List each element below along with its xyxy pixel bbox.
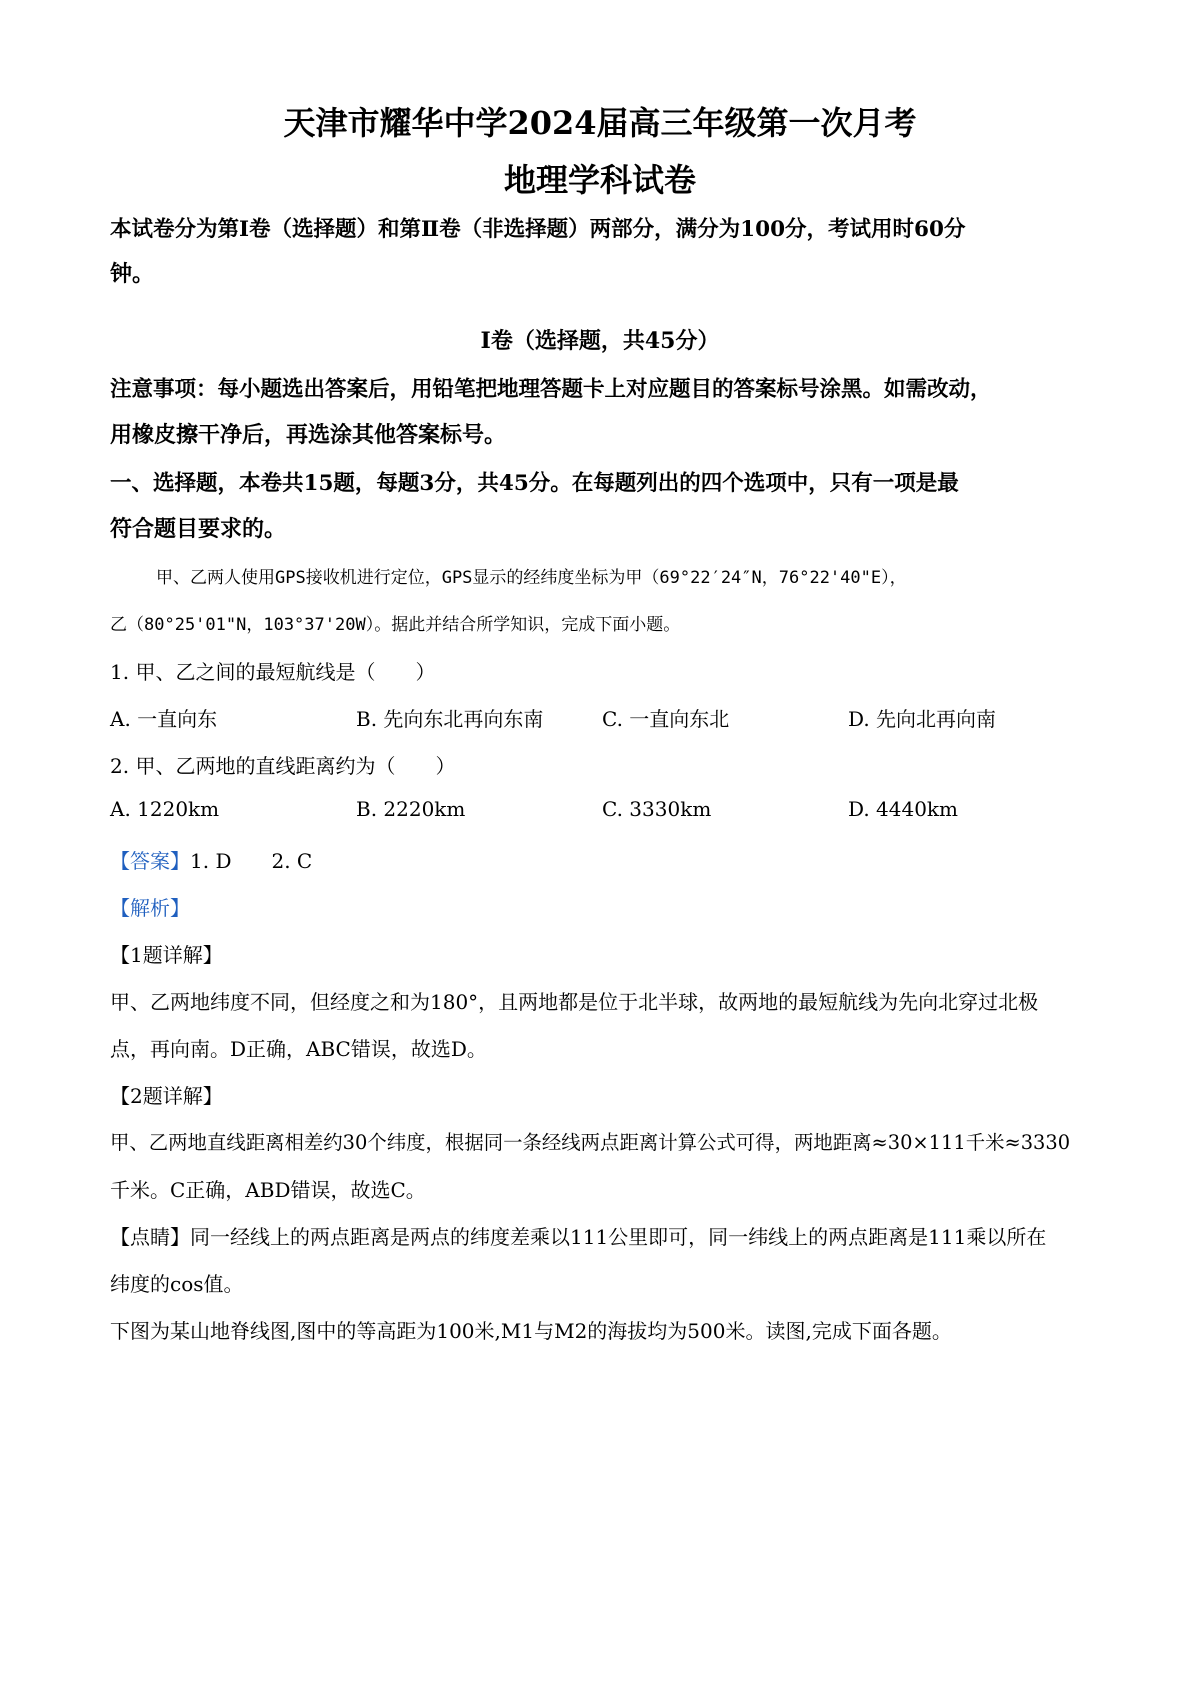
section-heading: Ⅰ卷（选择题，共45分） (480, 328, 720, 354)
intro-line-1: 本试卷分为第Ⅰ卷（选择题）和第Ⅱ卷（非选择题）两部分，满分为100分，考试用时60分 (110, 217, 966, 242)
material-1-line-1: 甲、乙两人使用GPS接收机进行定位，GPS显示的经纬度坐标为甲（69°22′24″N，76°22'40"E）， (156, 568, 907, 588)
intro-line-2: 钟。 (110, 261, 155, 287)
answer-tag: 【答案】 (110, 849, 190, 873)
page-subtitle: 地理学科试卷 (503, 161, 696, 199)
tip-text-1: 同一经线上的两点距离是两点的纬度差乘以111公里即可，同一纬线上的两点距离是111乘以所在 (190, 1225, 1047, 1249)
q2-detail-tag: 【2题详解】 (110, 1084, 223, 1108)
page-title: 天津市耀华中学2024届高三年级第一次月考 (283, 104, 917, 142)
tip-line-1 (110, 1221, 1046, 1250)
q1-detail-line-1: 甲、乙两地纬度不同，但经度之和为180°，且两地都是位于北半球，故两地的最短航线为先向北穿过北极 (110, 990, 1039, 1014)
question-2-option-c: C. 3330km (602, 797, 712, 821)
question-1-option-c: C. 一直向东北 (602, 707, 730, 731)
answer-text: 1. D 2. C (190, 849, 313, 873)
tip-tag: 【点睛】 (110, 1225, 190, 1249)
q1-detail-line-2: 点，再向南。D正确，ABC错误，故选D。 (110, 1037, 487, 1061)
question-2-option-a: A. 1220km (110, 797, 220, 821)
question-1-option-d: D. 先向北再向南 (848, 707, 997, 731)
question-2-option-d: D. 4440km (848, 797, 959, 821)
question-1-option-b: B. 先向东北再向东南 (356, 707, 544, 731)
answer-line (110, 845, 312, 874)
analysis-tag: 【解析】 (110, 896, 190, 920)
q1-detail-tag: 【1题详解】 (110, 943, 223, 967)
notice-line-2: 用橡皮擦干净后，再选涂其他答案标号。 (110, 422, 507, 448)
q2-detail-line-2: 千米。C正确，ABD错误，故选C。 (110, 1178, 426, 1202)
q2-detail-line-1: 甲、乙两地直线距离相差约30个纬度，根据同一条经线两点距离计算公式可得，两地距离≈30×111千米≈3330 (110, 1131, 1071, 1154)
question-2-option-b: B. 2220km (356, 797, 466, 821)
question-2-stem: 2. 甲、乙两地的直线距离约为（ ） (110, 754, 456, 778)
part-instructions-line-2: 符合题目要求的。 (110, 516, 287, 542)
question-1-stem: 1. 甲、乙之间的最短航线是（ ） (110, 660, 436, 684)
question-1-option-a: A. 一直向东 (110, 707, 218, 731)
material-2-line-1: 下图为某山地脊线图,图中的等高距为100米,M1与M2的海拔均为500米。读图,完成下面各题。 (110, 1319, 952, 1343)
part-instructions-line-1: 一、选择题，本卷共15题，每题3分，共45分。在每题列出的四个选项中，只有一项是最 (110, 471, 959, 496)
material-1-line-2: 乙（80°25'01"N，103°37'20W）。据此并结合所学知识，完成下面小题。 (110, 615, 681, 635)
notice-line-1: 注意事项：每小题选出答案后，用铅笔把地理答题卡上对应题目的答案标号涂黑。如需改动， (110, 377, 992, 402)
tip-line-2: 纬度的cos值。 (110, 1272, 244, 1296)
